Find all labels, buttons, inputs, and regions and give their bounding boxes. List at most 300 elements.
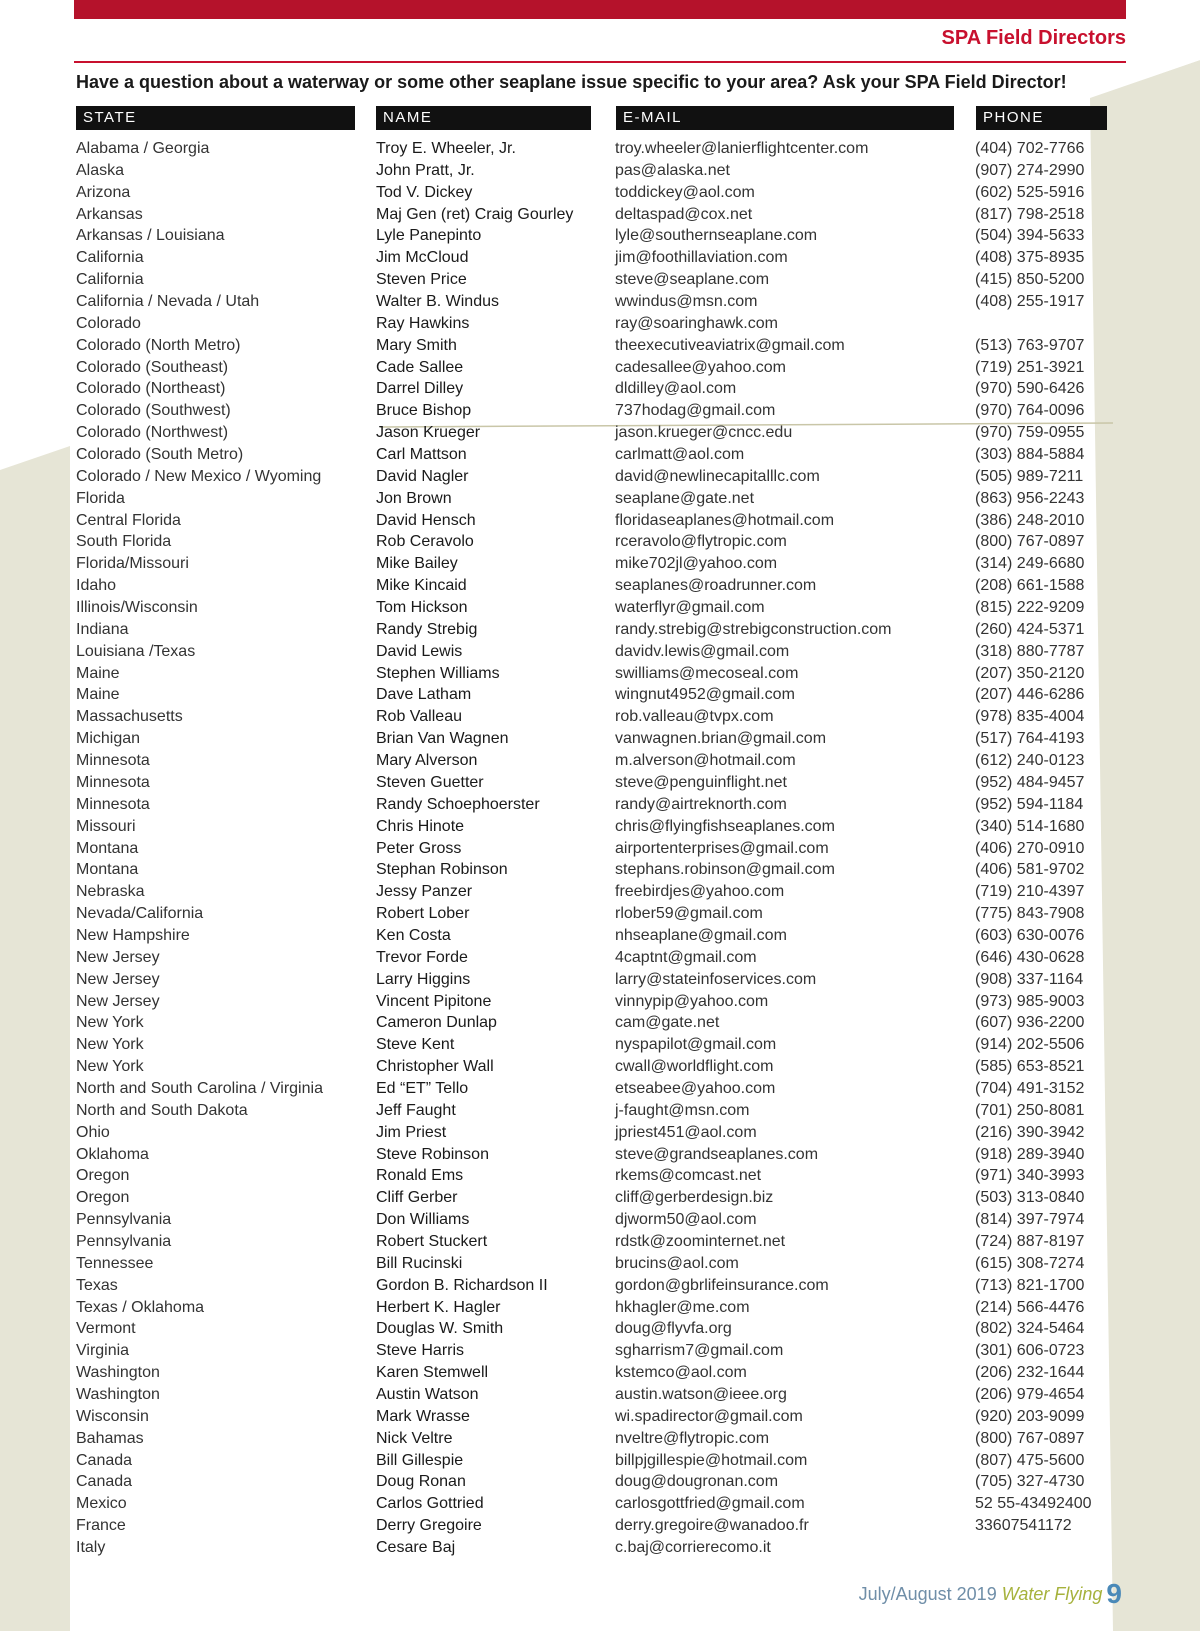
state-cell: Texas bbox=[76, 1276, 118, 1294]
name-cell: Peter Gross bbox=[376, 839, 462, 857]
phone-cell: (952) 484-9457 bbox=[975, 773, 1085, 791]
state-cell: Minnesota bbox=[76, 752, 150, 770]
table-row bbox=[0, 466, 1200, 488]
phone-cell: (406) 581-9702 bbox=[975, 861, 1085, 879]
state-cell: Oregon bbox=[76, 1189, 130, 1207]
phone-cell: (207) 350-2120 bbox=[975, 664, 1085, 682]
state-cell: Tennessee bbox=[76, 1254, 154, 1272]
name-cell: Trevor Forde bbox=[376, 948, 468, 966]
table-row bbox=[0, 859, 1200, 881]
email-cell[interactable]: jim@foothillaviation.com bbox=[615, 249, 788, 267]
title-rule bbox=[74, 61, 1126, 63]
table-row bbox=[0, 160, 1200, 182]
table-row bbox=[0, 1144, 1200, 1166]
state-cell: Arizona bbox=[76, 183, 131, 201]
name-cell: Troy E. Wheeler, Jr. bbox=[376, 140, 516, 157]
email-cell[interactable]: carlmatt@aol.com bbox=[615, 446, 745, 464]
name-cell: Jon Brown bbox=[376, 489, 452, 507]
email-cell[interactable]: steve@penguinflight.net bbox=[615, 773, 787, 791]
table-row bbox=[0, 1253, 1200, 1275]
email-cell[interactable]: seaplane@gate.net bbox=[615, 489, 755, 507]
phone-cell: (318) 880-7787 bbox=[975, 642, 1085, 660]
phone-cell: (314) 249-6680 bbox=[975, 555, 1085, 573]
footer-magazine: Water Flying bbox=[1001, 1584, 1103, 1604]
phone-cell: (908) 337-1164 bbox=[975, 970, 1084, 988]
email-cell[interactable]: etseabee@yahoo.com bbox=[615, 1079, 776, 1097]
name-cell: Steven Guetter bbox=[376, 773, 484, 791]
page-footer bbox=[859, 1578, 1122, 1610]
email-cell[interactable]: sgharrism7@gmail.com bbox=[615, 1342, 784, 1360]
name-cell: Carl Mattson bbox=[376, 446, 467, 464]
intro-text: Have a question about a waterway or some other seaplane issue specific to your area? Ask your SPA Field Director! bbox=[76, 72, 1067, 92]
table-row bbox=[0, 1209, 1200, 1231]
email-cell[interactable]: 4captnt@gmail.com bbox=[615, 948, 757, 966]
email-cell[interactable]: david@newlinecapitalllc.com bbox=[615, 467, 820, 485]
phone-cell: (724) 887-8197 bbox=[975, 1232, 1085, 1250]
state-cell: Arkansas / Louisiana bbox=[76, 227, 225, 245]
name-cell: Randy Schoephoerster bbox=[376, 795, 540, 813]
email-cell[interactable]: pas@alaska.net bbox=[615, 161, 730, 179]
name-cell: Bruce Bishop bbox=[376, 402, 472, 420]
table-row bbox=[0, 1275, 1200, 1297]
name-cell: Vincent Pipitone bbox=[376, 992, 492, 1010]
phone-cell: (807) 475-5600 bbox=[975, 1451, 1085, 1469]
phone-cell: (603) 630-0076 bbox=[975, 926, 1085, 944]
name-cell: Larry Higgins bbox=[376, 970, 471, 988]
phone-cell: (408) 375-8935 bbox=[975, 249, 1085, 267]
state-cell: Florida/Missouri bbox=[76, 555, 189, 573]
phone-cell: (646) 430-0628 bbox=[975, 948, 1085, 966]
name-cell: David Hensch bbox=[376, 511, 476, 529]
state-cell: Michigan bbox=[76, 730, 141, 748]
email-cell[interactable]: freebirdjes@yahoo.com bbox=[615, 883, 785, 901]
name-cell: Stephan Robinson bbox=[376, 861, 508, 879]
email-cell[interactable]: seaplanes@roadrunner.com bbox=[615, 577, 817, 595]
name-cell: Stephen Williams bbox=[376, 664, 500, 682]
table-row bbox=[0, 1318, 1200, 1340]
state-cell: Missouri bbox=[76, 817, 136, 835]
state-cell: Colorado (Southwest) bbox=[76, 402, 231, 420]
email-cell[interactable]: theexecutiveaviatrix@gmail.com bbox=[615, 336, 845, 354]
name-cell: Chris Hinote bbox=[376, 817, 465, 835]
phone-cell: (505) 989-7211 bbox=[975, 467, 1084, 485]
name-cell: Cameron Dunlap bbox=[376, 1014, 497, 1032]
state-cell: New York bbox=[76, 1058, 144, 1076]
email-cell[interactable]: austin.watson@ieee.org bbox=[615, 1385, 787, 1403]
state-cell: California / Nevada / Utah bbox=[76, 293, 260, 311]
table-row bbox=[0, 838, 1200, 860]
table-row bbox=[0, 182, 1200, 204]
name-cell: Darrel Dilley bbox=[376, 380, 464, 398]
table-row bbox=[0, 335, 1200, 357]
phone-cell: (815) 222-9209 bbox=[975, 599, 1085, 617]
state-cell: Colorado (Southeast) bbox=[76, 358, 229, 376]
phone-cell: (504) 394-5633 bbox=[975, 227, 1085, 245]
name-cell: Mark Wrasse bbox=[376, 1407, 470, 1425]
phone-cell: (701) 250-8081 bbox=[975, 1101, 1085, 1119]
table-row bbox=[0, 903, 1200, 925]
phone-cell: (920) 203-9099 bbox=[975, 1407, 1085, 1425]
table-row bbox=[0, 378, 1200, 400]
name-cell: Rob Valleau bbox=[376, 708, 462, 726]
name-cell: Derry Gregoire bbox=[376, 1517, 482, 1535]
state-cell: New York bbox=[76, 1014, 144, 1032]
state-cell: Colorado / New Mexico / Wyoming bbox=[76, 467, 322, 485]
name-cell: Nick Veltre bbox=[376, 1429, 453, 1447]
table-row bbox=[0, 1537, 1200, 1559]
name-cell: Ken Costa bbox=[376, 926, 451, 944]
table-row bbox=[0, 641, 1200, 663]
email-cell[interactable]: troy.wheeler@lanierflightcenter.com bbox=[615, 140, 869, 157]
table-row bbox=[0, 881, 1200, 903]
name-cell: Jim McCloud bbox=[376, 249, 469, 267]
name-cell: Carlos Gottried bbox=[376, 1495, 484, 1513]
email-cell[interactable]: doug@flyvfa.org bbox=[615, 1320, 732, 1338]
table-row bbox=[0, 1297, 1200, 1319]
name-cell: Tom Hickson bbox=[376, 599, 468, 617]
state-cell: Colorado (South Metro) bbox=[76, 446, 244, 464]
email-cell[interactable]: rdstk@zoominternet.net bbox=[615, 1232, 786, 1250]
email-cell[interactable]: nyspapilot@gmail.com bbox=[615, 1036, 777, 1054]
phone-cell: (970) 764-0096 bbox=[975, 402, 1085, 420]
email-cell[interactable]: kstemco@aol.com bbox=[615, 1364, 747, 1382]
directors-table bbox=[0, 138, 1200, 1559]
phone-cell: (705) 327-4730 bbox=[975, 1473, 1085, 1491]
name-cell: Steve Kent bbox=[376, 1036, 455, 1054]
phone-cell: (386) 248-2010 bbox=[975, 511, 1085, 529]
phone-cell: (952) 594-1184 bbox=[975, 795, 1084, 813]
table-row bbox=[0, 269, 1200, 291]
name-cell: Bill Gillespie bbox=[376, 1451, 464, 1469]
name-cell: Steve Harris bbox=[376, 1342, 465, 1360]
email-cell[interactable]: carlosgottfried@gmail.com bbox=[615, 1495, 805, 1513]
phone-cell: (208) 661-1588 bbox=[975, 577, 1085, 595]
name-cell: Doug Ronan bbox=[376, 1473, 466, 1491]
state-cell: Alaska bbox=[76, 161, 125, 179]
phone-cell: (260) 424-5371 bbox=[975, 620, 1085, 638]
phone-cell: (918) 289-3940 bbox=[975, 1145, 1085, 1163]
name-cell: Mary Alverson bbox=[376, 752, 478, 770]
email-cell[interactable]: ray@soaringhawk.com bbox=[615, 314, 778, 332]
email-cell[interactable]: derry.gregoire@wanadoo.fr bbox=[615, 1517, 809, 1535]
phone-cell: (907) 274-2990 bbox=[975, 161, 1085, 179]
phone-cell: 52 55-43492400 bbox=[975, 1495, 1092, 1513]
state-cell: Nebraska bbox=[76, 883, 145, 901]
email-cell[interactable]: steve@seaplane.com bbox=[615, 271, 770, 289]
email-cell[interactable]: doug@dougronan.com bbox=[615, 1473, 779, 1491]
email-cell[interactable]: swilliams@mecoseal.com bbox=[615, 664, 799, 682]
state-cell: Bahamas bbox=[76, 1429, 144, 1447]
email-cell[interactable]: brucins@aol.com bbox=[615, 1254, 739, 1272]
name-cell: Mike Kincaid bbox=[376, 577, 467, 595]
table-row bbox=[0, 1165, 1200, 1187]
table-row bbox=[0, 597, 1200, 619]
table-row bbox=[0, 1100, 1200, 1122]
table-row bbox=[0, 531, 1200, 553]
name-cell: Herbert K. Hagler bbox=[376, 1298, 501, 1316]
state-cell: Arkansas bbox=[76, 205, 143, 223]
email-cell[interactable]: vanwagnen.brian@gmail.com bbox=[615, 730, 827, 748]
email-cell[interactable]: 737hodag@gmail.com bbox=[615, 402, 776, 420]
table-row bbox=[0, 728, 1200, 750]
email-cell[interactable]: nveltre@flytropic.com bbox=[615, 1429, 770, 1447]
phone-cell: (615) 308-7274 bbox=[975, 1254, 1085, 1272]
state-cell: Louisiana /Texas bbox=[76, 642, 196, 660]
table-row bbox=[0, 357, 1200, 379]
state-cell: Idaho bbox=[76, 577, 117, 595]
table-row bbox=[0, 1471, 1200, 1493]
state-cell: Alabama / Georgia bbox=[76, 140, 210, 157]
phone-cell: (404) 702-7766 bbox=[975, 140, 1085, 157]
state-cell: New Jersey bbox=[76, 970, 160, 988]
column-header-state: STATE bbox=[76, 106, 355, 130]
state-cell: Maine bbox=[76, 686, 120, 704]
state-cell: Minnesota bbox=[76, 773, 150, 791]
table-row bbox=[0, 991, 1200, 1013]
state-cell: Texas / Oklahoma bbox=[76, 1298, 205, 1316]
phone-cell: (863) 956-2243 bbox=[975, 489, 1085, 507]
email-cell[interactable]: lyle@southernseaplane.com bbox=[615, 227, 818, 245]
name-cell: Tod V. Dickey bbox=[376, 183, 473, 201]
table-row bbox=[0, 313, 1200, 335]
email-cell[interactable]: randy.strebig@strebigconstruction.com bbox=[615, 620, 892, 638]
email-cell[interactable]: wingnut4952@gmail.com bbox=[615, 686, 795, 704]
table-row bbox=[0, 422, 1200, 444]
email-cell[interactable]: airportenterprises@gmail.com bbox=[615, 839, 829, 857]
email-cell[interactable]: rceravolo@flytropic.com bbox=[615, 533, 787, 551]
state-cell: Central Florida bbox=[76, 511, 181, 529]
name-cell: Randy Strebig bbox=[376, 620, 478, 638]
name-cell: Steve Robinson bbox=[376, 1145, 489, 1163]
email-cell[interactable]: rob.valleau@tvpx.com bbox=[615, 708, 774, 726]
email-cell[interactable]: dldilley@aol.com bbox=[615, 380, 737, 398]
email-cell[interactable]: toddickey@aol.com bbox=[615, 183, 755, 201]
name-cell: Cade Sallee bbox=[376, 358, 464, 376]
table-row bbox=[0, 444, 1200, 466]
state-cell: Washington bbox=[76, 1364, 160, 1382]
state-cell: California bbox=[76, 271, 144, 289]
name-cell: Austin Watson bbox=[376, 1385, 479, 1403]
phone-cell: (503) 313-0840 bbox=[975, 1189, 1085, 1207]
column-header-phone: PHONE bbox=[976, 106, 1107, 130]
table-row bbox=[0, 794, 1200, 816]
phone-cell: (207) 446-6286 bbox=[975, 686, 1085, 704]
phone-cell: (802) 324-5464 bbox=[975, 1320, 1085, 1338]
table-row bbox=[0, 750, 1200, 772]
name-cell: Mary Smith bbox=[376, 336, 457, 354]
email-cell[interactable]: vinnypip@yahoo.com bbox=[615, 992, 769, 1010]
name-cell: Maj Gen (ret) Craig Gourley bbox=[376, 205, 574, 223]
phone-cell: (800) 767-0897 bbox=[975, 533, 1085, 551]
table-row bbox=[0, 772, 1200, 794]
state-cell: Montana bbox=[76, 861, 139, 879]
table-row bbox=[0, 1493, 1200, 1515]
name-cell: Jessy Panzer bbox=[376, 883, 473, 901]
email-cell[interactable]: davidv.lewis@gmail.com bbox=[615, 642, 790, 660]
phone-cell: (303) 884-5884 bbox=[975, 446, 1085, 464]
name-cell: Mike Bailey bbox=[376, 555, 458, 573]
phone-cell: 33607541172 bbox=[975, 1517, 1072, 1535]
table-row bbox=[0, 1187, 1200, 1209]
phone-cell: (971) 340-3993 bbox=[975, 1167, 1085, 1185]
phone-cell: (775) 843-7908 bbox=[975, 905, 1085, 923]
table-row bbox=[0, 1515, 1200, 1537]
state-cell: Canada bbox=[76, 1473, 133, 1491]
table-row bbox=[0, 947, 1200, 969]
email-cell[interactable]: cam@gate.net bbox=[615, 1014, 720, 1032]
email-cell[interactable]: m.alverson@hotmail.com bbox=[615, 752, 796, 770]
phone-cell: (602) 525-5916 bbox=[975, 183, 1085, 201]
state-cell: Wisconsin bbox=[76, 1407, 149, 1425]
state-cell: Italy bbox=[76, 1539, 106, 1556]
name-cell: Jason Krueger bbox=[376, 424, 481, 442]
email-cell[interactable]: larry@stateinfoservices.com bbox=[615, 970, 817, 988]
phone-cell: (206) 979-4654 bbox=[975, 1385, 1085, 1403]
state-cell: North and South Dakota bbox=[76, 1101, 248, 1119]
state-cell: Vermont bbox=[76, 1320, 136, 1338]
state-cell: New Jersey bbox=[76, 992, 160, 1010]
table-row bbox=[0, 1428, 1200, 1450]
email-cell[interactable]: hkhagler@me.com bbox=[615, 1298, 750, 1316]
phone-cell: (814) 397-7974 bbox=[975, 1211, 1085, 1229]
table-row bbox=[0, 1231, 1200, 1253]
table-row bbox=[0, 138, 1200, 160]
email-cell[interactable]: floridaseaplanes@hotmail.com bbox=[615, 511, 835, 529]
state-cell: Minnesota bbox=[76, 795, 150, 813]
table-row bbox=[0, 1078, 1200, 1100]
name-cell: David Lewis bbox=[376, 642, 463, 660]
phone-cell: (719) 251-3921 bbox=[975, 358, 1085, 376]
email-cell[interactable]: rkems@comcast.net bbox=[615, 1167, 762, 1185]
table-row bbox=[0, 619, 1200, 641]
phone-cell: (914) 202-5506 bbox=[975, 1036, 1085, 1054]
email-cell[interactable]: randy@airtreknorth.com bbox=[615, 795, 787, 813]
email-cell[interactable]: j-faught@msn.com bbox=[615, 1101, 750, 1119]
table-row bbox=[0, 1450, 1200, 1472]
phone-cell: (973) 985-9003 bbox=[975, 992, 1085, 1010]
name-cell: Robert Stuckert bbox=[376, 1232, 488, 1250]
state-cell: Montana bbox=[76, 839, 139, 857]
phone-cell: (206) 232-1644 bbox=[975, 1364, 1085, 1382]
email-cell[interactable]: cwall@worldflight.com bbox=[615, 1058, 774, 1076]
name-cell: Gordon B. Richardson II bbox=[376, 1276, 548, 1294]
state-cell: Oklahoma bbox=[76, 1145, 149, 1163]
table-row bbox=[0, 1056, 1200, 1078]
table-row bbox=[0, 816, 1200, 838]
name-cell: Ronald Ems bbox=[376, 1167, 464, 1185]
phone-cell: (301) 606-0723 bbox=[975, 1342, 1085, 1360]
email-cell[interactable]: wwindus@msn.com bbox=[615, 293, 758, 311]
state-cell: Colorado (North Metro) bbox=[76, 336, 241, 354]
name-cell: Dave Latham bbox=[376, 686, 472, 704]
email-cell[interactable]: billpjgillespie@hotmail.com bbox=[615, 1451, 808, 1469]
name-cell: Bill Rucinski bbox=[376, 1254, 463, 1272]
email-cell[interactable]: gordon@gbrlifeinsurance.com bbox=[615, 1276, 829, 1294]
table-row bbox=[0, 553, 1200, 575]
state-cell: Pennsylvania bbox=[76, 1232, 172, 1250]
table-row bbox=[0, 706, 1200, 728]
table-row bbox=[0, 1362, 1200, 1384]
email-cell[interactable]: wi.spadirector@gmail.com bbox=[615, 1407, 803, 1425]
footer-issue: July/August 2019 bbox=[858, 1584, 997, 1604]
email-cell[interactable]: chris@flyingfishseaplanes.com bbox=[615, 817, 835, 835]
email-cell[interactable]: mike702jl@yahoo.com bbox=[615, 555, 778, 573]
table-row bbox=[0, 684, 1200, 706]
email-cell[interactable]: steve@grandseaplanes.com bbox=[615, 1145, 819, 1163]
top-accent-bar bbox=[74, 0, 1126, 19]
table-row bbox=[0, 1122, 1200, 1144]
email-cell[interactable]: djworm50@aol.com bbox=[615, 1211, 757, 1229]
email-cell[interactable]: cliff@gerberdesign.biz bbox=[615, 1189, 774, 1207]
phone-cell: (517) 764-4193 bbox=[975, 730, 1085, 748]
email-cell[interactable]: c.baj@corrierecomo.it bbox=[615, 1539, 771, 1556]
phone-cell: (607) 936-2200 bbox=[975, 1014, 1085, 1032]
email-cell[interactable]: jpriest451@aol.com bbox=[615, 1123, 757, 1141]
email-cell[interactable]: nhseaplane@gmail.com bbox=[615, 926, 787, 944]
state-cell: Mexico bbox=[76, 1495, 127, 1513]
state-cell: Colorado (Northeast) bbox=[76, 380, 226, 398]
table-row bbox=[0, 247, 1200, 269]
table-row bbox=[0, 663, 1200, 685]
name-cell: Steven Price bbox=[376, 271, 467, 289]
table-row bbox=[0, 1034, 1200, 1056]
email-cell[interactable]: stephans.robinson@gmail.com bbox=[615, 861, 835, 879]
table-row bbox=[0, 925, 1200, 947]
state-cell: South Florida bbox=[76, 533, 172, 551]
name-cell: Rob Ceravolo bbox=[376, 533, 474, 551]
state-cell: Indiana bbox=[76, 620, 129, 638]
name-cell: Ed “ET” Tello bbox=[376, 1079, 469, 1097]
state-cell: Virginia bbox=[76, 1342, 130, 1360]
state-cell: New Jersey bbox=[76, 948, 160, 966]
email-cell[interactable]: cadesallee@yahoo.com bbox=[615, 358, 787, 376]
state-cell: Maine bbox=[76, 664, 120, 682]
name-cell: Jeff Faught bbox=[376, 1101, 456, 1119]
email-cell[interactable]: jason.krueger@cncc.edu bbox=[615, 424, 793, 442]
state-cell: Canada bbox=[76, 1451, 133, 1469]
table-row bbox=[0, 225, 1200, 247]
state-cell: New York bbox=[76, 1036, 144, 1054]
table-row bbox=[0, 510, 1200, 532]
email-cell[interactable]: waterflyr@gmail.com bbox=[615, 599, 765, 617]
table-row bbox=[0, 1384, 1200, 1406]
column-header-name: NAME bbox=[376, 106, 591, 130]
state-cell: Washington bbox=[76, 1385, 160, 1403]
phone-cell: (415) 850-5200 bbox=[975, 271, 1085, 289]
phone-cell: (408) 255-1917 bbox=[975, 293, 1085, 311]
name-cell: Cesare Baj bbox=[376, 1539, 456, 1556]
name-cell: David Nagler bbox=[376, 467, 469, 485]
state-cell: Colorado bbox=[76, 314, 141, 332]
phone-cell: (585) 653-8521 bbox=[975, 1058, 1085, 1076]
name-cell: Lyle Panepinto bbox=[376, 227, 482, 245]
footer-page-number: 9 bbox=[1106, 1578, 1122, 1609]
email-cell[interactable]: deltaspad@cox.net bbox=[615, 205, 753, 223]
state-cell: Florida bbox=[76, 489, 125, 507]
section-title: SPA Field Directors bbox=[941, 27, 1126, 49]
table-row bbox=[0, 204, 1200, 226]
phone-cell: (970) 759-0955 bbox=[975, 424, 1085, 442]
state-cell: Colorado (Northwest) bbox=[76, 424, 229, 442]
table-row bbox=[0, 291, 1200, 313]
state-cell: Nevada/California bbox=[76, 905, 204, 923]
email-cell[interactable]: rlober59@gmail.com bbox=[615, 905, 763, 923]
name-cell: Cliff Gerber bbox=[376, 1189, 458, 1207]
phone-cell: (719) 210-4397 bbox=[975, 883, 1085, 901]
name-cell: Karen Stemwell bbox=[376, 1364, 489, 1382]
phone-cell: (214) 566-4476 bbox=[975, 1298, 1085, 1316]
name-cell: Brian Van Wagnen bbox=[376, 730, 509, 748]
